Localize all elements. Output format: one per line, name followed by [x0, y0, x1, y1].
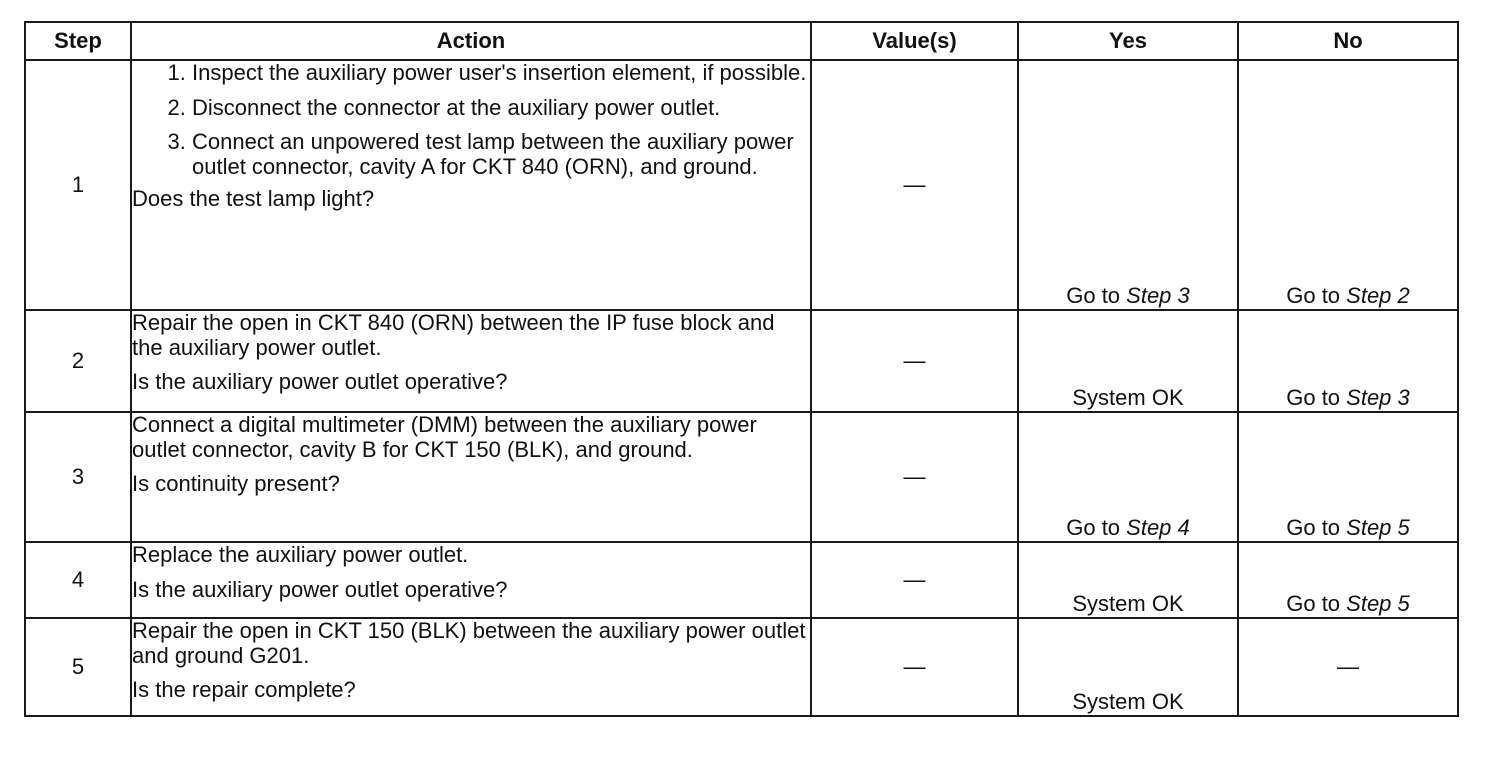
- action-text: Repair the open in CKT 840 (ORN) between the IP fuse block and the auxiliary power outlet.: [132, 310, 775, 360]
- step-number: 1: [25, 60, 131, 310]
- action-text: Repair the open in CKT 150 (BLK) between the auxiliary power outlet and ground G201.: [132, 618, 806, 668]
- no-prefix: Go to: [1286, 385, 1347, 410]
- yes-cell: [1018, 60, 1238, 310]
- no-cell: [1238, 60, 1458, 310]
- value-cell: —: [811, 542, 1018, 618]
- action-cell: [131, 310, 811, 412]
- value-cell: —: [811, 60, 1018, 310]
- no-cell: [1238, 310, 1458, 412]
- action-cell: [131, 412, 811, 542]
- no-prefix: Go to: [1286, 515, 1347, 540]
- no-step-ref: Step 2: [1346, 283, 1410, 308]
- header-values: Value(s): [811, 22, 1018, 60]
- no-cell: [1238, 412, 1458, 542]
- yes-cell: System OK: [1018, 618, 1238, 716]
- action-cell: [131, 542, 811, 618]
- no-cell: [1238, 542, 1458, 618]
- header-row: [25, 22, 1458, 60]
- table-row: [25, 310, 1458, 412]
- table-row: [25, 60, 1458, 310]
- no-prefix: Go to: [1286, 283, 1347, 308]
- yes-cell: [1018, 412, 1238, 542]
- header-yes: Yes: [1018, 22, 1238, 60]
- no-step-ref: Step 5: [1346, 591, 1410, 616]
- yes-prefix: Go to: [1066, 515, 1127, 540]
- header-no: No: [1238, 22, 1458, 60]
- step-number: 3: [25, 412, 131, 542]
- step-number: 2: [25, 310, 131, 412]
- value-cell: —: [811, 618, 1018, 716]
- action-question: Is the auxiliary power outlet operative?: [132, 369, 508, 394]
- yes-step-ref: Step 4: [1126, 515, 1190, 540]
- action-cell: [131, 618, 811, 716]
- action-text: Replace the auxiliary power outlet.: [132, 542, 469, 567]
- table-row: [25, 618, 1458, 716]
- diagnostic-table: [24, 21, 1459, 717]
- action-question: Does the test lamp light?: [132, 186, 375, 211]
- action-question: Is continuity present?: [132, 471, 340, 496]
- yes-cell: System OK: [1018, 310, 1238, 412]
- value-cell: —: [811, 310, 1018, 412]
- action-list: [132, 61, 810, 179]
- step-number: 4: [25, 542, 131, 618]
- action-list-item: 1. Inspect the auxiliary power user's insertion element, if possible.: [192, 61, 810, 86]
- action-list-item: 3. Connect an unpowered test lamp between the auxiliary power outlet connector, cavity A for CKT 840 (ORN), and ground.: [192, 130, 810, 179]
- yes-prefix: Go to: [1066, 283, 1127, 308]
- no-step-ref: Step 3: [1346, 385, 1410, 410]
- no-cell: —: [1238, 618, 1458, 716]
- no-step-ref: Step 5: [1346, 515, 1410, 540]
- value-cell: —: [811, 412, 1018, 542]
- action-cell: [131, 60, 811, 310]
- yes-step-ref: Step 3: [1126, 283, 1190, 308]
- header-step: Step: [25, 22, 131, 60]
- header-action: Action: [131, 22, 811, 60]
- table-row: [25, 412, 1458, 542]
- step-number: 5: [25, 618, 131, 716]
- action-question: Is the auxiliary power outlet operative?: [132, 576, 508, 602]
- yes-cell: System OK: [1018, 542, 1238, 618]
- action-list-item: 2. Disconnect the connector at the auxiliary power outlet.: [192, 96, 810, 121]
- action-text: Connect a digital multimeter (DMM) between the auxiliary power outlet connector, cavity B for CKT 150 (BLK), and ground.: [132, 412, 757, 462]
- action-question: Is the repair complete?: [132, 677, 356, 702]
- no-prefix: Go to: [1286, 591, 1347, 616]
- table-row: [25, 542, 1458, 618]
